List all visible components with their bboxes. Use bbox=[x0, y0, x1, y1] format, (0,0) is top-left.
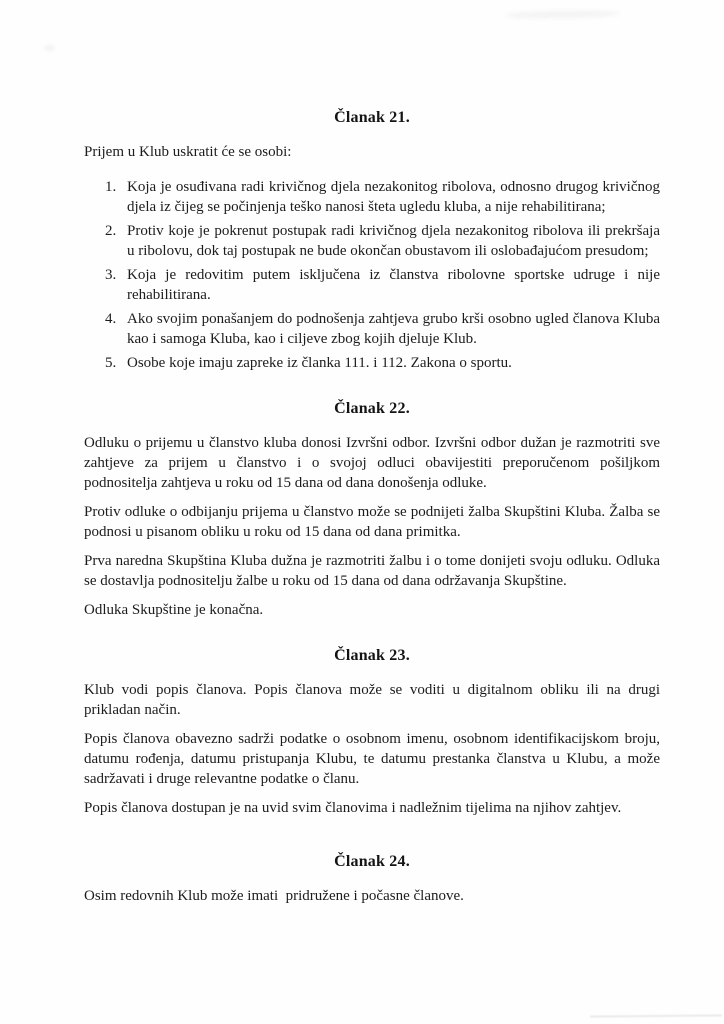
list-item bbox=[84, 265, 660, 305]
article-23-paragraph: Popis članova obavezno sadrži podatke o osobnom imenu, osobnom identifikacijskom broju, datumu rođenja, datumu pristupanja Klubu, te datumu prestanka članstva u Klubu, a može sadržavati i druge relevantne podatke o članu. bbox=[84, 731, 660, 787]
list-item-text: Koja je osuđivana radi krivičnog djela nezakonitog ribolova, odnosno drugog krivičnog djela iz čijeg se počinjenja teško nanosi šteta ugledu kluba, a nije rehabilitirana; bbox=[127, 179, 660, 215]
article-21-intro: Prijem u Klub uskratit će se osobi: bbox=[84, 144, 292, 160]
article-23-heading: Članak 23. bbox=[334, 647, 410, 664]
article-22-paragraph: Odluka Skupštine je konačna. bbox=[84, 602, 264, 618]
list-item-number: 5. bbox=[105, 355, 117, 371]
list-item-number: 3. bbox=[105, 267, 117, 283]
list-item-number: 2. bbox=[105, 223, 117, 239]
list-item-text: Protiv koje je pokrenut postupak radi krivičnog djela nezakonitog ribolova ili prekršaja u ribolovu, dok taj postupak ne bude okončan obustavom ili oslobađajućom presudom; bbox=[127, 223, 660, 259]
list-item-number: 1. bbox=[105, 179, 117, 195]
list-item bbox=[84, 309, 660, 349]
article-22-heading: Članak 22. bbox=[334, 400, 410, 417]
document-content bbox=[0, 108, 724, 906]
article-23-paragraph: Popis članova dostupan je na uvid svim članovima i nadležnim tijelima na njihov zahtjev. bbox=[84, 800, 622, 816]
article-23-paragraph: Klub vodi popis članova. Popis članova može se voditi u digitalnom obliku ili na drugi prikladan način. bbox=[84, 682, 660, 718]
scan-artifact-corner-mark bbox=[44, 45, 55, 51]
list-item-text: Osobe koje imaju zapreke iz članka 111. i 112. Zakona o sportu. bbox=[127, 355, 512, 371]
scan-artifact-top-smudge bbox=[505, 10, 620, 19]
article-24-heading: Članak 24. bbox=[334, 853, 410, 870]
article-21-list bbox=[84, 177, 660, 373]
article-22-paragraph: Protiv odluke o odbijanju prijema u članstvo može se podnijeti žalba Skupštini Kluba. Žalba se podnosi u pisanom obliku u roku od 15 dana od dana primitka. bbox=[84, 504, 660, 540]
list-item-text: Ako svojim ponašanjem do podnošenja zahtjeva grubo krši osobno ugled članova Kluba kao i samoga Kluba, kao i ciljeve zbog kojih djeluje Klub. bbox=[127, 311, 660, 347]
article-21-heading: Članak 21. bbox=[334, 109, 410, 126]
scan-artifact-bottom-line bbox=[590, 1014, 722, 1017]
list-item bbox=[84, 177, 660, 217]
article-24-paragraph: Osim redovnih Klub može imati pridružene i počasne članove. bbox=[84, 888, 464, 904]
article-22-paragraph: Prva naredna Skupština Kluba dužna je razmotriti žalbu i o tome donijeti svoju odluku. Odluka se dostavlja podnositelju žalbe u roku od 15 dana od dana održavanja Skupštine. bbox=[84, 553, 660, 589]
list-item bbox=[84, 353, 660, 373]
list-item-number: 4. bbox=[105, 311, 117, 327]
article-22-paragraph: Odluku o prijemu u članstvo kluba donosi Izvršni odbor. Izvršni odbor dužan je razmotriti sve zahtjeve za prijem u članstvo i o svojoj odluci obavijestiti preporučenom pošiljkom podnositelja zahtjeva u roku od 15 dana od dana donošenja odluke. bbox=[84, 435, 660, 491]
list-item bbox=[84, 221, 660, 261]
list-item-text: Koja je redovitim putem isključena iz članstva ribolovne sportske udruge i nije rehabilitirana. bbox=[127, 267, 660, 303]
